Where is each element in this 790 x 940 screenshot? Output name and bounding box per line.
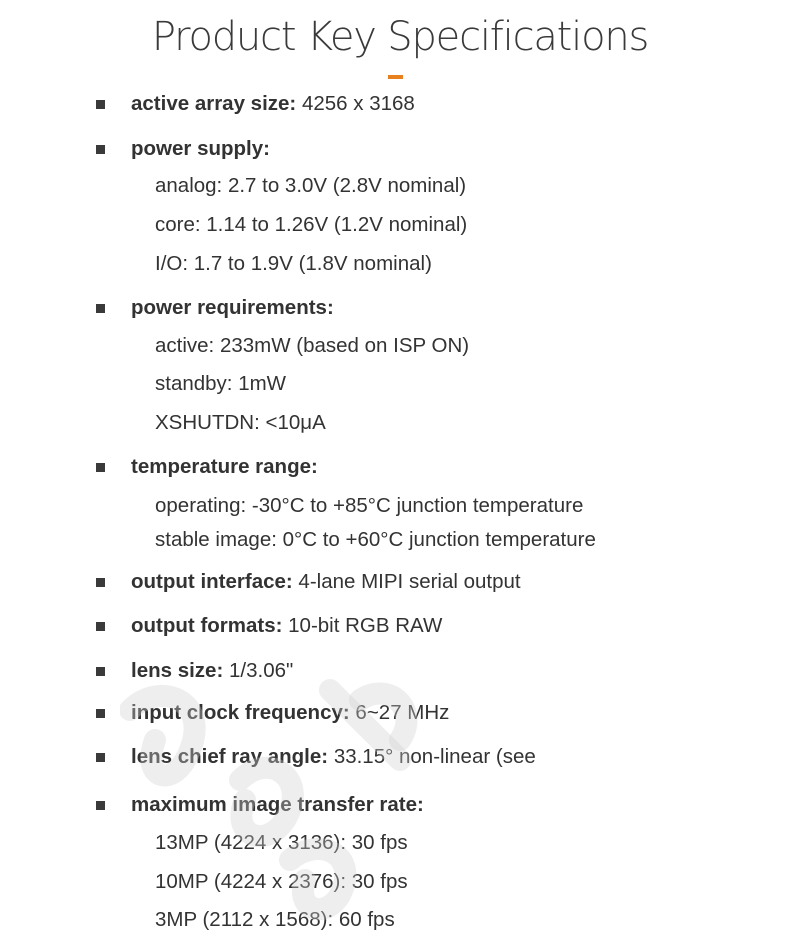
spec-value: 4-lane MIPI serial output xyxy=(298,570,521,593)
bullet-icon xyxy=(96,578,105,587)
spec-detail: stable image: 0°C to +60°C junction temperature xyxy=(155,528,596,551)
bullet-icon xyxy=(96,801,105,810)
spec-line xyxy=(131,745,536,769)
spec-label: lens chief ray angle: xyxy=(131,745,329,768)
spec-label: power supply: xyxy=(131,137,270,160)
spec-label: lens size: xyxy=(131,659,224,682)
spec-line xyxy=(131,659,293,683)
spec-line xyxy=(131,296,334,320)
spec-label: power requirements: xyxy=(131,296,334,319)
spec-value: 4256 x 3168 xyxy=(301,92,415,115)
spec-detail: core: 1.14 to 1.26V (1.2V nominal) xyxy=(155,213,468,236)
spec-detail: 3MP (2112 x 1568): 60 fps xyxy=(155,908,395,931)
spec-value: 1/3.06" xyxy=(229,659,294,682)
spec-detail: I/O: 1.7 to 1.9V (1.8V nominal) xyxy=(155,252,432,275)
page-title: Product Key Specifications xyxy=(151,14,649,60)
spec-label: input clock frequency: xyxy=(131,701,350,724)
bullet-icon xyxy=(96,145,105,154)
spec-detail: active: 233mW (based on ISP ON) xyxy=(155,334,470,357)
spec-value: 10-bit RGB RAW xyxy=(288,614,443,637)
spec-detail: 10MP (4224 x 2376): 30 fps xyxy=(155,870,408,893)
spec-label: temperature range: xyxy=(131,455,318,478)
spec-detail: operating: -30°C to +85°C junction temperature xyxy=(155,494,584,517)
spec-line xyxy=(131,137,270,161)
spec-label: output formats: xyxy=(131,614,283,637)
bullet-icon xyxy=(96,667,105,676)
bullet-icon xyxy=(96,100,105,109)
spec-label: output interface: xyxy=(131,570,293,593)
spec-detail: XSHUTDN: <10μA xyxy=(155,411,326,434)
spec-line xyxy=(131,614,442,638)
bullet-icon xyxy=(96,709,105,718)
spec-line xyxy=(131,701,449,725)
spec-value: 33.15° non-linear (see xyxy=(333,745,536,768)
bullet-icon xyxy=(96,622,105,631)
spec-label: active array size: xyxy=(131,92,297,115)
spec-line xyxy=(131,570,521,594)
bullet-icon xyxy=(96,753,105,762)
bullet-icon xyxy=(96,304,105,313)
spec-label: maximum image transfer rate: xyxy=(131,793,424,816)
spec-detail: 13MP (4224 x 3136): 30 fps xyxy=(155,831,408,854)
spec-line xyxy=(131,793,424,817)
spec-line xyxy=(131,455,318,479)
spec-line xyxy=(131,92,415,116)
spec-value: 6~27 MHz xyxy=(355,701,450,724)
bullet-icon xyxy=(96,463,105,472)
spec-detail: analog: 2.7 to 3.0V (2.8V nominal) xyxy=(155,174,467,197)
spec-detail: standby: 1mW xyxy=(155,372,287,395)
